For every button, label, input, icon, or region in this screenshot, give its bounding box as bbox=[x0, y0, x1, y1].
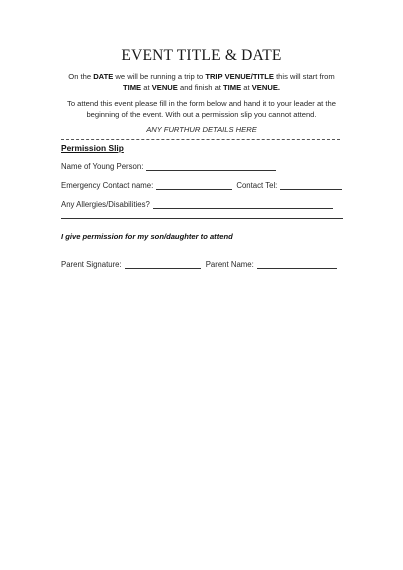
parent-signature-field[interactable] bbox=[125, 260, 201, 269]
allergies-row bbox=[61, 199, 333, 209]
intro-text: and finish at bbox=[177, 82, 224, 92]
intro-paragraph bbox=[60, 72, 343, 93]
finish-time-placeholder: TIME bbox=[223, 82, 242, 92]
emergency-contact-label: Emergency Contact name: bbox=[61, 181, 154, 190]
young-person-label: Name of Young Person: bbox=[61, 162, 144, 171]
parent-signature-label: Parent Signature: bbox=[61, 260, 122, 269]
intro-text: we will be running a trip to bbox=[113, 72, 206, 81]
contact-tel-field[interactable] bbox=[280, 181, 342, 190]
young-person-field[interactable] bbox=[146, 162, 276, 171]
start-venue-placeholder: VENUE bbox=[151, 82, 178, 92]
signature-row bbox=[61, 259, 337, 269]
start-time-placeholder: TIME bbox=[122, 82, 142, 92]
allergies-label: Any Allergies/Disabilities? bbox=[61, 200, 150, 209]
allergies-field[interactable] bbox=[153, 200, 333, 209]
parent-name-label: Parent Name: bbox=[205, 260, 254, 269]
attend-instructions: To attend this event please fill in the form below and hand it to your leader at the beginning of the event. With out a permission slip you cannot attend. bbox=[67, 99, 336, 119]
allergies-extra-line[interactable] bbox=[61, 218, 343, 219]
emergency-contact-row bbox=[61, 180, 342, 190]
emergency-contact-field[interactable] bbox=[156, 181, 232, 190]
intro-text: at bbox=[141, 82, 152, 92]
intro-text: at bbox=[241, 82, 252, 92]
contact-tel-label: Contact Tel: bbox=[236, 181, 278, 190]
young-person-row bbox=[61, 161, 276, 171]
permission-slip-heading: Permission Slip bbox=[61, 143, 124, 153]
event-title: EVENT TITLE & DATE bbox=[121, 47, 282, 64]
dashed-divider bbox=[61, 139, 340, 140]
parent-name-field[interactable] bbox=[257, 260, 337, 269]
finish-venue-placeholder: VENUE. bbox=[251, 82, 281, 92]
intro-text: this will start from bbox=[273, 72, 335, 81]
further-details: ANY FURTHUR DETAILS HERE bbox=[146, 125, 257, 134]
trip-venue-placeholder: TRIP VENUE/TITLE bbox=[205, 72, 274, 81]
intro-text: On the bbox=[68, 72, 94, 81]
permission-statement: I give permission for my son/daughter to attend bbox=[61, 232, 233, 241]
date-placeholder: DATE bbox=[93, 72, 114, 81]
